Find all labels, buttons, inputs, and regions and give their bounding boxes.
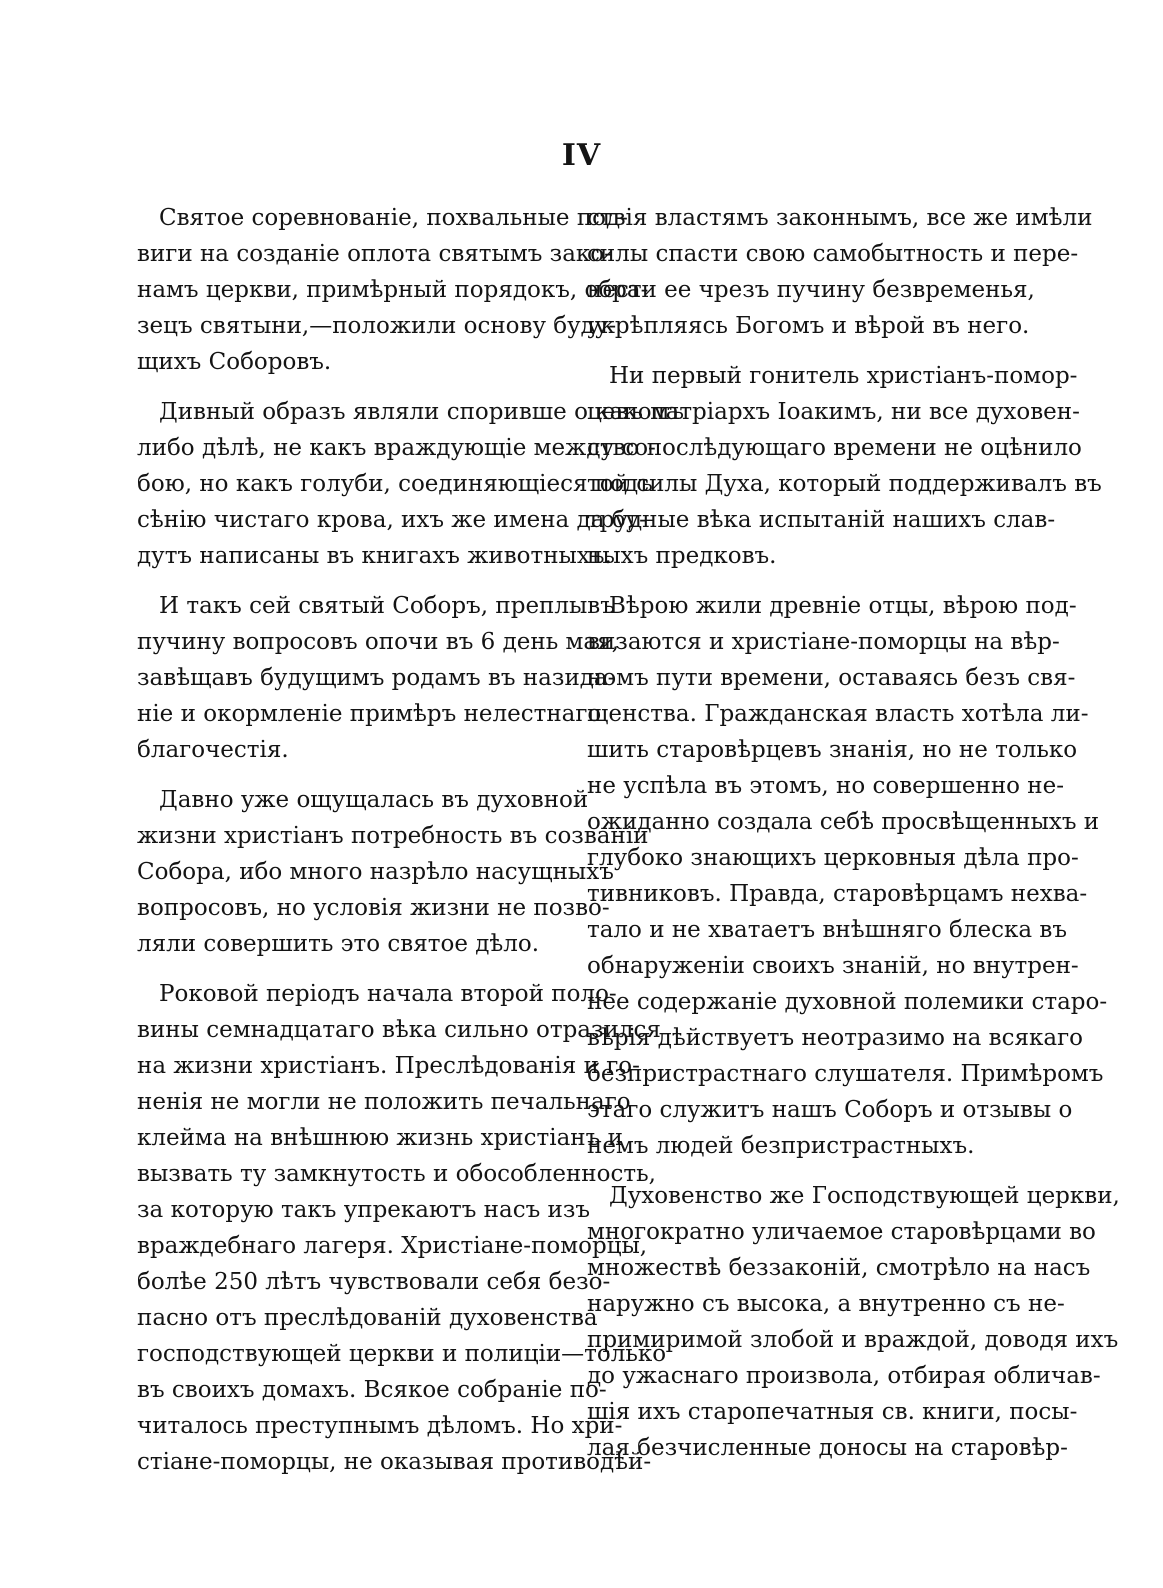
text-line: нее содержаніе духовной полемики старо- [587,989,1108,1015]
text-line: укрѣпляясь Богомъ и вѣрой въ него. [587,313,1030,339]
text-line: пасно отъ преслѣдованій духовенства [137,1305,598,1331]
text-line: ныхъ предковъ. [587,543,777,569]
text-line: глубоко знающихъ церковныя дѣла про- [587,845,1079,871]
text-line: ство послѣдующаго времени не оцѣнило [587,435,1082,461]
text-line: Святое соревнованіе, похвальные под- [159,205,628,231]
text-line: стіане-поморцы, не оказывая противодѣй- [137,1449,652,1475]
text-line: вины семнадцатаго вѣка сильно отразился [137,1017,661,1043]
text-line: безпристрастнаго слушателя. Примѣромъ [587,1061,1104,1087]
text-line: болѣе 250 лѣтъ чувствовали себя безо- [137,1269,611,1295]
page-number: IV [561,138,602,173]
text-line: намъ церкви, примѣрный порядокъ, обра- [137,277,649,303]
paragraph-gap [587,1164,987,1178]
text-line: Собора, ибо много назрѣло насущныхъ [137,859,614,885]
paragraph-gap [137,380,537,394]
text-line: въ своихъ домахъ. Всякое собраніе по- [137,1377,607,1403]
text-line: щихъ Соборовъ. [137,349,332,375]
text-line: вызвать ту замкнутость и обособленность, [137,1161,656,1187]
text-line: многократно уличаемое старовѣрцами во [587,1219,1096,1245]
text-line: сѣнію чистаго крова, ихъ же имена да бу- [137,507,647,533]
paragraph-gap [587,574,987,588]
text-line: читалось преступнымъ дѣломъ. Но хри- [137,1413,623,1439]
text-line: шія ихъ старопечатныя св. книги, посы- [587,1399,1078,1425]
text-line: ляли совершить это святое дѣло. [137,931,540,957]
text-line: этаго служитъ нашъ Соборъ и отзывы о [587,1097,1073,1123]
text-line: Духовенство же Господствующей церкви, [609,1183,1120,1209]
text-line: ніе и окормленіе примѣръ нелестнаго [137,701,602,727]
text-line: ствія властямъ законнымъ, все же имѣли [587,205,1093,231]
text-line: клейма на внѣшнюю жизнь христіанъ и [137,1125,623,1151]
text-line: Давно уже ощущалась въ духовной [159,787,589,813]
text-line: визаются и христіане-поморцы на вѣр- [587,629,1060,655]
text-line: Роковой періодъ начала второй поло- [159,981,617,1007]
text-line: множествѣ беззаконій, смотрѣло на насъ [587,1255,1091,1281]
text-line: жизни христіанъ потребность въ созваніи [137,823,649,849]
text-line: Дивный образъ являли споривше о какомъ [159,399,685,425]
text-line: цевъ патріархъ Іоакимъ, ни все духовен- [587,399,1080,425]
text-line: враждебнаго лагеря. Христіане-поморцы, [137,1233,648,1259]
paragraph-gap [137,768,537,782]
text-line: тивниковъ. Правда, старовѣрцамъ нехва- [587,881,1088,907]
text-line: господствующей церкви и полиціи—только [137,1341,667,1367]
text-line: номъ пути времени, оставаясь безъ свя- [587,665,1076,691]
text-line: до ужаснаго произвола, отбирая обличав- [587,1363,1101,1389]
text-line: Вѣрою жили древніе отцы, вѣрою под- [609,593,1077,619]
text-line: тало и не хватаетъ внѣшняго блеска въ [587,917,1067,943]
text-line: на жизни христіанъ. Преслѣдованія и го- [137,1053,640,1079]
text-line: щенства. Гражданская власть хотѣла ли- [587,701,1089,727]
text-line: ожиданно создала себѣ просвѣщенныхъ и [587,809,1100,835]
text-line: благочестія. [137,737,289,763]
text-line: вопросовъ, но условія жизни не позво- [137,895,610,921]
text-line: наружно съ высока, а внутренно съ не- [587,1291,1065,1317]
text-line: шить старовѣрцевъ знанія, но не только [587,737,1078,763]
paragraph-gap [137,962,537,976]
paragraph-gap [137,574,537,588]
text-line: виги на созданіе оплота святымъ зако- [137,241,612,267]
text-line: либо дѣлѣ, не какъ враждующіе между со- [137,435,656,461]
paragraph-gap [587,344,987,358]
text-line: ненія не могли не положить печальнаго [137,1089,631,1115]
text-line: за которую такъ упрекаютъ насъ изъ [137,1197,591,1223]
text-line: завѣщавъ будущимъ родамъ въ назида- [137,665,616,691]
text-line: зецъ святыни,—положили основу буду- [137,313,617,339]
text-line: И такъ сей святый Соборъ, преплывъ [159,593,615,619]
text-line: примиримой злобой и враждой, доводя ихъ [587,1327,1119,1353]
text-line: трудные вѣка испытаній нашихъ слав- [587,507,1056,533]
text-line: пучину вопросовъ опочи въ 6 день мая, [137,629,619,655]
text-line: силы спасти свою самобытность и пере- [587,241,1079,267]
text-line: бою, но какъ голуби, соединяющіеся подъ [137,471,653,497]
text-line: обнаруженіи своихъ знаній, но внутрен- [587,953,1079,979]
text-line: немъ людей безпристрастныхъ. [587,1133,975,1159]
text-line: вѣрія дѣйствуетъ неотразимо на всякаго [587,1025,1083,1051]
text-line: не успѣла въ этомъ, но совершенно не- [587,773,1065,799]
text-line: дутъ написаны въ книгахъ животныхъ. [137,543,612,569]
text-line: нести ее чрезъ пучину безвременья, [587,277,1035,303]
text-line: лая безчисленные доносы на старовѣр- [587,1435,1068,1461]
text-line: Ни первый гонитель христіанъ-помор- [609,363,1078,389]
right-column [587,200,1120,1466]
text-line: той силы Духа, который поддерживалъ въ [587,471,1102,497]
